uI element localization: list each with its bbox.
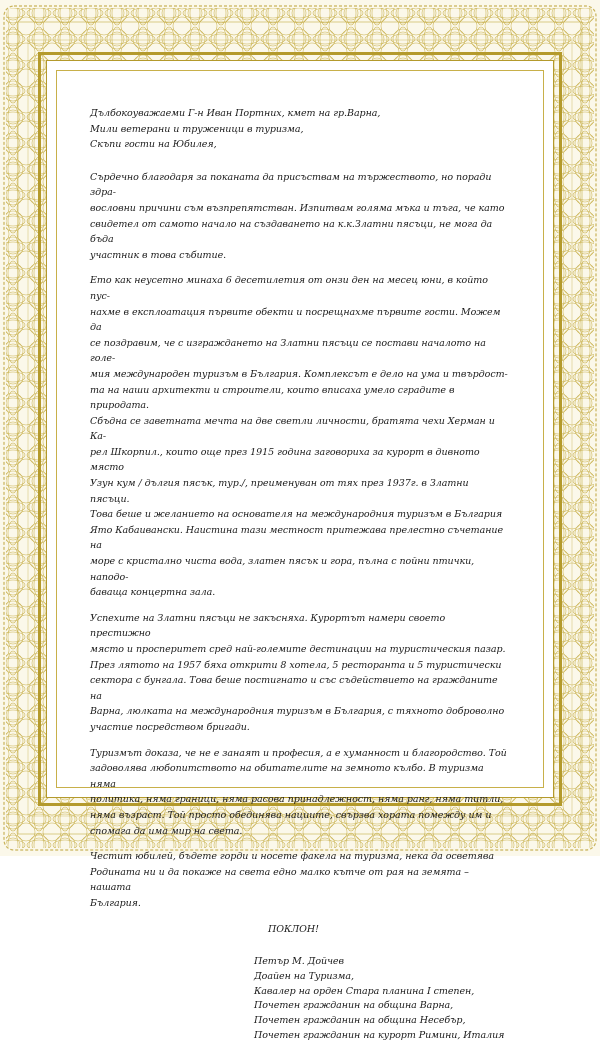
text-line: задоволява любопитството на обитателите на земното кълбо. В туризма няма (90, 763, 484, 790)
text-line: политика, няма граници, няма расова принадлежност, няма ранг, няма титли, (90, 794, 504, 806)
signature-title: Почетен гражданин на курорт Римини, Италия (254, 1030, 505, 1042)
greeting-line: Мили ветерани и труженици в туризма, (90, 123, 304, 135)
letter-body (90, 106, 508, 1044)
text-line: България. (90, 897, 141, 909)
signature-title: Кавалер на орден Стара планина I степен, (254, 985, 475, 997)
text-line: участие посредством бригади. (90, 721, 250, 733)
text-line: Ето как неусетно минаха 6 десетилетия от онзи ден на месец юни, в който пус- (90, 275, 488, 302)
text-line: През лятото на 1957 бяха открити 8 хотела, 5 ресторанта и 5 туристически (90, 659, 502, 671)
paragraph-congrats (90, 849, 508, 911)
text-line: мия международен туризъм в България. Комплексът е дело на ума и твърдост- (90, 368, 508, 380)
text-line: свидетел от самото начало на създаването на к.к.Златни пясъци, не мога да бъда (90, 218, 493, 246)
text-line: та на наши архитекти и строители, които вписаха умело сградите в природата. (90, 384, 455, 412)
text-line: Варна, люлката на международния туризъм в България, с тяхното доброволно (90, 706, 505, 718)
text-line: място и просперитет сред най-големите дестинации на туристическия пазар. (90, 644, 506, 655)
signature-name: Петър М. Дойчев (254, 956, 344, 968)
text-line: Туризмът доказа, че не е занаят и професия, а е хуманност и благородство. Той (90, 747, 507, 759)
text-line: нахме в експлоатация първите обекти и посрещнахме първите гости. Можем да (90, 306, 501, 334)
paragraph-success (90, 611, 508, 736)
text-line: море с кристално чиста вода, златен пясък и гора, пълна с пойни птички, наподо- (90, 556, 475, 583)
text-line: вословни причини съм възпрепятстван. Изпитвам голяма мъка и тъга, че като (90, 202, 505, 214)
text-line: Сърдечно благодаря за поканата да присъствам на тържеството, но поради здра- (90, 171, 492, 199)
signature-block (254, 955, 508, 1044)
signature-title: Почетен гражданин на община Варна, (254, 1000, 454, 1012)
text-line: Сбъдна се заветната мечта на две светли личности, братята чехи Херман и Ка- (90, 415, 495, 443)
text-line: Узун кум / дългия пясък, тур./, преименуван от тях през 1937г. в Златни пясъци. (90, 478, 469, 505)
text-line: участник в това събитие. (90, 249, 227, 261)
text-line: Това беше и желанието на основателя на международния туризъм в България (90, 509, 503, 521)
paragraph-history (90, 273, 508, 600)
signature-title: Почетен гражданин на община Несебър, (254, 1015, 466, 1027)
text-line: сектора с бунгала. Това беше постигнато и със съдействието на гражданите на (90, 675, 498, 702)
text-line: баваща концертна зала. (90, 587, 216, 599)
text-line: рел Шкорпил., които още през 1915 година заговориха за курорт в дивното място (90, 446, 480, 474)
text-line: няма възраст. Той просто обединява нациите, свързва хората помежду им и (90, 809, 492, 821)
paragraph-tourism (90, 746, 508, 840)
bow-line: ПОКЛОН! (268, 923, 319, 935)
text-line: Успехите на Златни пясъци не закъсняха. Курортът намери своето престижно (90, 612, 446, 640)
paragraph-apology (90, 170, 508, 264)
text-line: Честит юбилей, бъдете горди и носете факела на туризма, нека да осветява (90, 851, 495, 863)
greeting-line: Дълбокоуважаеми Г-н Иван Портних, кмет на гр.Варна, (90, 108, 381, 119)
signature-title: Доайен на Туризма, (254, 970, 354, 982)
greeting (90, 106, 508, 153)
text-line: се поздравим, че с изграждането на Златни пясъци се постави началото на голе- (90, 337, 486, 365)
greeting-line: Скъпи гости на Юбилея, (90, 139, 217, 151)
text-line: Ято Кабаивански. Наистина тази местност притежава прелестно съчетание на (90, 524, 504, 552)
text-line: спомага да има мир на света. (90, 825, 243, 837)
text-line: Родината ни и да покаже на света едно малко кътче от рая на земята – нашата (90, 866, 469, 894)
